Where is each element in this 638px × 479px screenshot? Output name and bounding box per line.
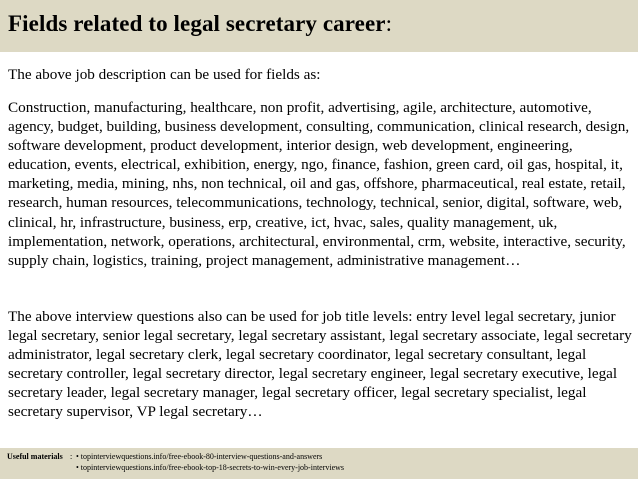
fields-paragraph: Construction, manufacturing, healthcare, non profit, advertising, agile, architecture, automotive, agency, budget, building, business development, consulting, communication, clinical research, design, software development, product development, interior design, web development, engineering, education, events, electrical, exhibition, energy, ngo, finance, fashion, green card, oil gas, hospital, it, marketing, media, mining, nhs, non technical, oil and gas, offshore, pharmaceutical, real estate, retail, research, human resources, telecommunications, technology, technical, senior, digital, software, web, clinical, hr, infrastructure, business, erp, creative, ict, hvac, sales, quality management, uk, implementation, network, operations, architectural, environmental, crm, website, interactive, security, supply chain, logistics, training, project management, administrative management… (8, 99, 630, 269)
footer-separator: : (70, 452, 73, 461)
footer-link[interactable]: • topinterviewquestions.info/free-ebook-80-interview-questions-and-answers (76, 452, 323, 461)
job-levels-paragraph: The above interview questions also can be used for job title levels: entry level legal secretary, junior legal secretary, senior legal secretary, legal secretary assistant, legal secretary associate, legal secretary administrator, legal secretary clerk, legal secretary coordinator, legal secretary consultant, legal secretary controller, legal secretary director, legal secretary engineer, legal secretary executive, legal secretary leader, legal secretary manager, legal secretary officer, legal secretary specialist, legal secretary supervisor, VP legal secretary… (8, 308, 632, 421)
intro-text: The above job description can be used for fields as: (8, 66, 321, 83)
footer-banner (0, 448, 638, 479)
slide-title (8, 11, 392, 37)
footer-link[interactable]: • topinterviewquestions.info/free-ebook-top-18-secrets-to-win-every-job-interviews (76, 462, 345, 472)
slide-title-colon: : (385, 11, 393, 36)
footer-links (76, 452, 344, 473)
footer-label: Useful materials (7, 452, 63, 461)
slide-title-text: Fields related to legal secretary career (8, 11, 386, 36)
title-banner (0, 0, 638, 52)
